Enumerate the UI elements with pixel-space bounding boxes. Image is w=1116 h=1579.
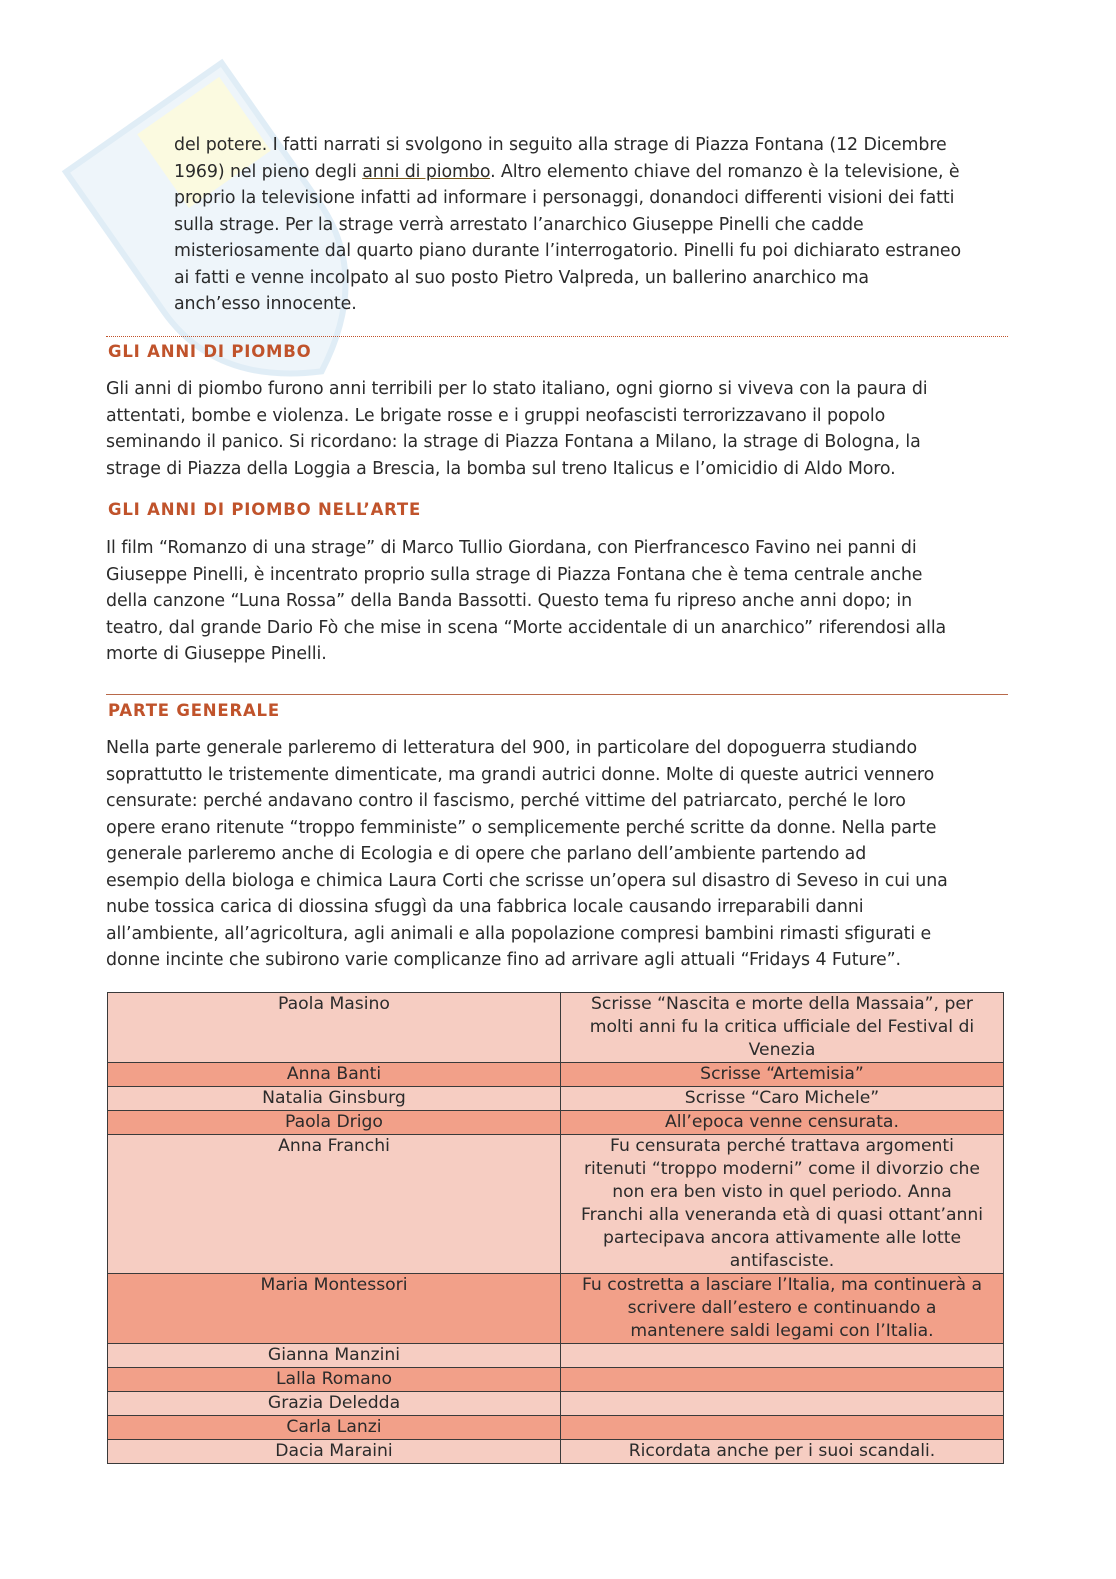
table-row xyxy=(108,1440,1004,1464)
author-cell: Grazia Deledda xyxy=(108,1392,561,1416)
section-divider xyxy=(106,336,1008,337)
paragraph-line: attentati, bombe e violenza. Le brigate rosse e i gruppi neofascisti terrorizzavano il popolo xyxy=(106,405,886,426)
paragraph-line: esempio della biologa e chimica Laura Corti che scrisse un’opera sul disastro di Seveso in cui una xyxy=(106,870,948,891)
paragraph-line: Gli anni di piombo furono anni terribili per lo stato italiano, ogni giorno si viveva con la paura di xyxy=(106,379,928,399)
table-row xyxy=(108,1392,1004,1416)
note-line xyxy=(565,1392,999,1415)
paragraph-line: strage di Piazza della Loggia a Brescia, la bomba sul treno Italicus e l’omicidio di Aldo Moro. xyxy=(106,458,896,479)
paragraph-line: teatro, dal grande Dario Fò che mise in scena “Morte accidentale di un anarchico” riferendosi alla xyxy=(106,617,947,638)
table-row xyxy=(108,1135,1004,1274)
author-cell: Gianna Manzini xyxy=(108,1344,561,1368)
table-row xyxy=(108,1063,1004,1087)
paragraph-line: soprattutto le tristemente dimenticate, ma grandi autrici donne. Molte di queste autrici vennero xyxy=(106,764,935,785)
note-line xyxy=(565,1368,999,1391)
intro-line: sulla strage. Per la strage verrà arrestato l’anarchico Giuseppe Pinelli che cadde xyxy=(174,214,864,235)
intro-line: anch’esso innocente. xyxy=(174,294,357,314)
note-line xyxy=(565,1416,999,1439)
table-row xyxy=(108,993,1004,1063)
paragraph-line: nube tossica carica di diossina sfuggì da una fabbrica locale causando irreparabili danni xyxy=(106,897,864,917)
paragraph-line: censurate: perché andavano contro il fascismo, perché vittime del patriarcato, perché le loro xyxy=(106,791,906,811)
note-line: Scrisse “Artemisia” xyxy=(700,1064,864,1084)
table-row xyxy=(108,1274,1004,1344)
table-row xyxy=(108,1344,1004,1368)
section-heading-anni-di-piombo: GLI ANNI DI PIOMBO xyxy=(108,342,312,361)
author-cell: Lalla Romano xyxy=(108,1368,561,1392)
note-cell xyxy=(561,1344,1004,1368)
author-cell: Paola Drigo xyxy=(108,1111,561,1135)
intro-line-text: . Altro elemento chiave del romanzo è la televisione, è xyxy=(490,161,960,182)
author-cell: Anna Banti xyxy=(108,1063,561,1087)
table-row xyxy=(108,1111,1004,1135)
author-cell: Anna Franchi xyxy=(108,1135,561,1274)
parte-generale-paragraph xyxy=(106,735,948,974)
note-cell xyxy=(561,993,1004,1063)
note-line: mantenere saldi legami con l’Italia. xyxy=(630,1321,934,1341)
author-cell: Dacia Maraini xyxy=(108,1440,561,1464)
paragraph-line: all’ambiente, all’agricoltura, agli animali e alla popolazione compresi bambini rimasti sfigurati e xyxy=(106,923,932,944)
note-cell xyxy=(561,1440,1004,1464)
note-cell xyxy=(561,1063,1004,1087)
note-cell xyxy=(561,1392,1004,1416)
table-row xyxy=(108,1087,1004,1111)
intro-line xyxy=(174,159,961,186)
table-row xyxy=(108,1368,1004,1392)
paragraph-line: Giuseppe Pinelli, è incentrato proprio sulla strage di Piazza Fontana che è tema centrale anche xyxy=(106,564,923,585)
note-line: antifasciste. xyxy=(729,1251,835,1271)
note-line: scrivere dall’estero e continuando a xyxy=(627,1298,937,1318)
note-line: Scrisse “Caro Michele” xyxy=(684,1088,880,1108)
paragraph-line: opere erano ritenute “troppo femministe” o semplicemente perché scritte da donne. Nella parte xyxy=(106,817,937,838)
author-cell: Maria Montessori xyxy=(108,1274,561,1344)
anni-di-piombo-paragraph xyxy=(106,376,927,482)
note-line: partecipava ancora attivamente alle lotte xyxy=(602,1228,962,1248)
note-line: Franchi alla veneranda età di quasi ottant’anni xyxy=(580,1205,984,1225)
section-heading-arte: GLI ANNI DI PIOMBO NELL’ARTE xyxy=(108,500,422,519)
note-cell xyxy=(561,1368,1004,1392)
paragraph-line: generale parleremo anche di Ecologia e di opere che parlano dell’ambiente partendo ad xyxy=(106,844,867,864)
paragraph-line: Nella parte generale parleremo di letteratura del 900, in particolare del dopoguerra studiando xyxy=(106,738,918,758)
author-cell: Carla Lanzi xyxy=(108,1416,561,1440)
section-divider xyxy=(106,694,1008,695)
authors-table xyxy=(107,992,1004,1464)
paragraph-line: donne incinte che subirono varie complicanze fino ad arrivare agli attuali “Fridays 4 Future”. xyxy=(106,950,901,970)
paragraph-line: seminando il panico. Si ricordano: la strage di Piazza Fontana a Milano, la strage di Bologna, la xyxy=(106,432,921,452)
note-line: Fu censurata perché trattava argomenti xyxy=(610,1136,954,1156)
note-line: All’epoca venne censurata. xyxy=(665,1112,899,1132)
note-line: non era ben visto in quel periodo. Anna xyxy=(612,1182,952,1202)
note-cell xyxy=(561,1135,1004,1274)
note-line xyxy=(565,1344,999,1367)
intro-paragraph xyxy=(174,132,961,318)
intro-line: misteriosamente dal quarto piano durante l’interrogatorio. Pinelli fu poi dichiarato estraneo xyxy=(174,241,962,261)
author-cell: Natalia Ginsburg xyxy=(108,1087,561,1111)
intro-line: ai fatti e venne incolpato al suo posto Pietro Valpreda, un ballerino anarchico ma xyxy=(174,267,869,288)
note-cell xyxy=(561,1416,1004,1440)
paragraph-line: morte di Giuseppe Pinelli. xyxy=(106,644,327,664)
table-row xyxy=(108,1416,1004,1440)
note-line: Scrisse “Nascita e morte della Massaia”, per xyxy=(590,994,974,1014)
note-cell xyxy=(561,1274,1004,1344)
paragraph-line: della canzone “Luna Rossa” della Banda Bassotti. Questo tema fu ripreso anche anni dopo; in xyxy=(106,591,913,611)
anni-di-piombo-link[interactable]: anni di piombo xyxy=(362,161,491,182)
note-line: molti anni fu la critica ufficiale del Festival di xyxy=(589,1017,975,1037)
intro-line: del potere. I fatti narrati si svolgono in seguito alla strage di Piazza Fontana (12 Dicembre xyxy=(174,135,947,155)
section-heading-parte-generale: PARTE GENERALE xyxy=(108,701,280,720)
note-line: Venezia xyxy=(748,1040,816,1060)
authors-table-body xyxy=(108,993,1004,1464)
paragraph-line: Il film “Romanzo di una strage” di Marco Tullio Giordana, con Pierfrancesco Favino nei panni di xyxy=(106,538,917,558)
note-cell xyxy=(561,1111,1004,1135)
arte-paragraph xyxy=(106,535,946,668)
intro-line: proprio la televisione infatti ad informare i personaggi, donandoci differenti visioni dei fatti xyxy=(174,188,955,208)
note-line: Fu costretta a lasciare l’Italia, ma continuerà a xyxy=(581,1275,983,1295)
note-line: Ricordata anche per i suoi scandali. xyxy=(628,1441,936,1461)
author-cell: Paola Masino xyxy=(108,993,561,1063)
note-cell xyxy=(561,1087,1004,1111)
note-line: ritenuti “troppo moderni” come il divorzio che xyxy=(583,1159,980,1179)
intro-line-text: 1969) nel pieno degli xyxy=(174,161,363,182)
